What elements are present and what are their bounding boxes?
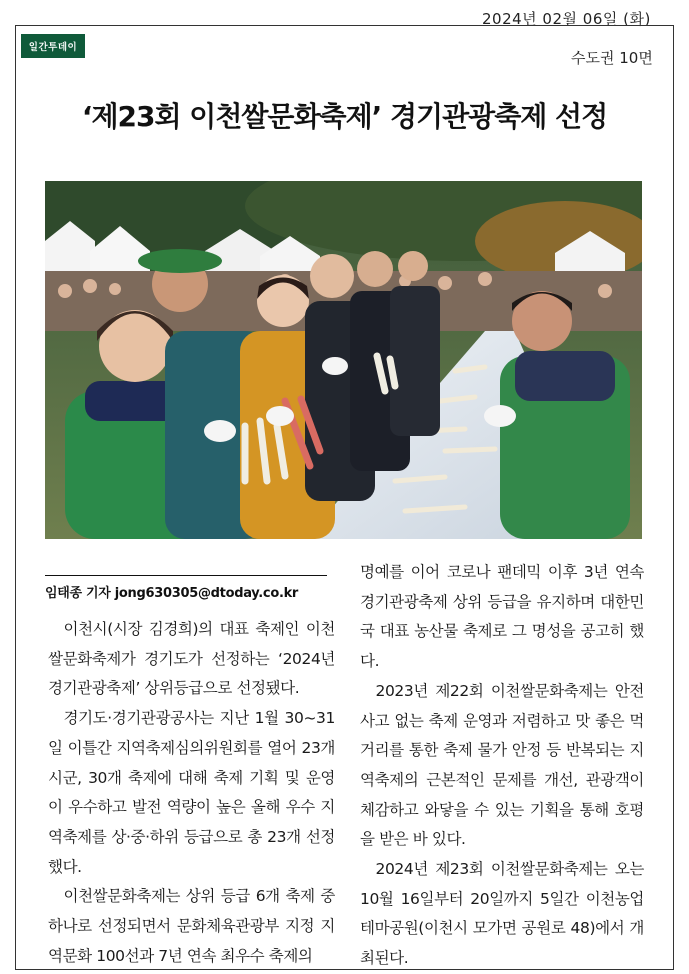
article-paragraph: 이천시(시장 김경희)의 대표 축제인 이천쌀문화축제가 경기도가 선정하는 ‘2024년 경기관광축제’ 상위등급으로 선정됐다. bbox=[48, 620, 335, 698]
article-paragraph: 이천쌀문화축제는 상위 등급 6개 축제 중 하나로 선정되면서 문화체육관광부 지정 지역문화 100선과 7년 연속 최우수 축제의 bbox=[48, 887, 335, 965]
article-column-left bbox=[48, 615, 335, 971]
byline: 임태종 기자 jong630305@dtoday.co.kr bbox=[45, 586, 299, 601]
byline-rule bbox=[45, 575, 327, 576]
article-paragraph: 명예를 이어 코로나 팬데믹 이후 3년 연속 경기관광축제 상위 등급을 유지하며 대한민국 대표 농산물 축제로 그 명성을 공고히 했다. bbox=[360, 563, 644, 671]
article-paragraph: 2024년 제23회 이천쌀문화축제는 오는 10월 16일부터 20일까지 5일간 이천농업테마공원(이천시 모가면 공원로 48)에서 개최된다. bbox=[360, 860, 644, 968]
article-paragraph: 2023년 제22회 이천쌀문화축제는 안전사고 없는 축제 운영과 저렴하고 맛 좋은 먹거리를 통한 축제 물가 안정 등 반복되는 지역축제의 근본적인 문제를 개선, 관광객이 체감하고 와닿을 수 있는 기획을 통해 호평을 받은 바 있다. bbox=[360, 681, 644, 849]
festival-photo bbox=[45, 181, 642, 539]
article-paragraph: 경기도·경기관광공사는 지난 1월 30~31일 이틀간 지역축제심의위원회를 열어 23개 시군, 30개 축제에 대해 축제 기획 및 운영이 우수하고 발전 역량이 높은 올해 우수 지역축제를 상·중·하위 등급으로 총 23개 선정했다. bbox=[48, 709, 335, 876]
publication-logo: 일간투데이 bbox=[21, 34, 85, 58]
article-column-right bbox=[360, 558, 644, 974]
page-reference: 수도권 10면 bbox=[571, 49, 653, 67]
date-line: 2024년 02월 06일 (화) bbox=[482, 10, 651, 28]
headline: ‘제23회 이천쌀문화축제’ 경기관광축제 선정 bbox=[81, 100, 608, 133]
